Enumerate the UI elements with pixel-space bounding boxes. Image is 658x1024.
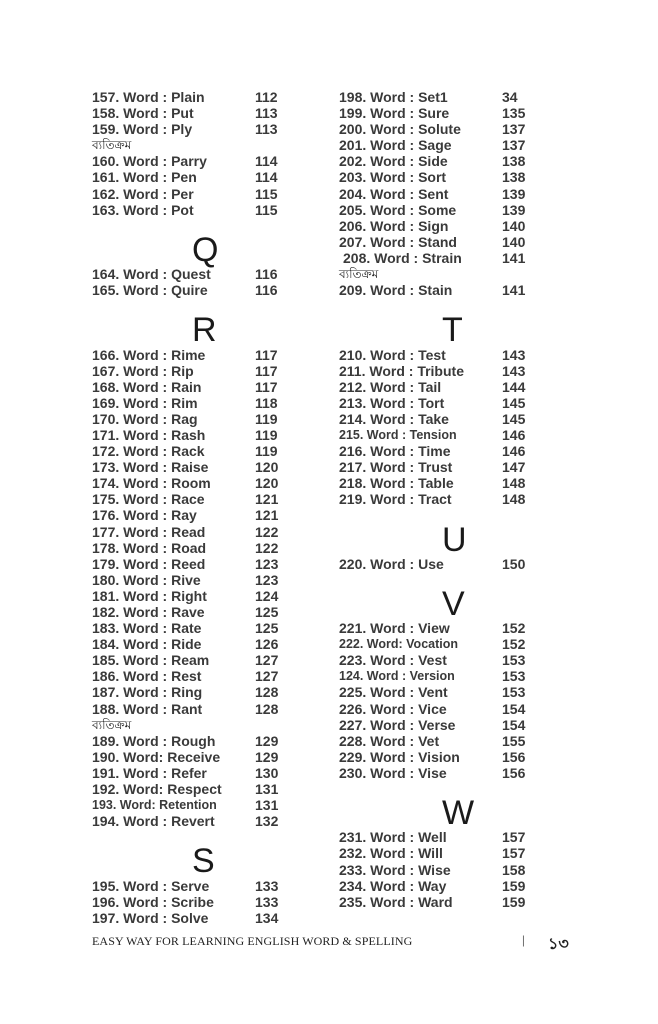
entry-word: 225. Word : Vent: [339, 684, 448, 701]
entry-page-number: 117: [255, 346, 278, 363]
entry-word: 172. Word : Rack: [92, 443, 205, 460]
entry-word: 170. Word : Rag: [92, 410, 198, 427]
entry-word: 194. Word : Revert: [92, 813, 215, 830]
entry-word: 204. Word : Sent: [339, 185, 449, 202]
exception-label-text: ব্যতিক্রম: [92, 717, 132, 732]
entry-page-number: 156: [502, 748, 526, 765]
entry-page-number: 147: [502, 459, 526, 476]
index-entry: [339, 862, 539, 878]
index-entry: [92, 379, 292, 395]
index-entry: [339, 411, 539, 427]
entry-page-number: 152: [502, 620, 526, 637]
section-letter-heading: [339, 584, 539, 623]
entry-page-number: 116: [255, 282, 278, 299]
entry-page-number: 113: [255, 121, 278, 138]
entry-page-number: 123: [255, 555, 279, 572]
entry-page-number: 125: [255, 620, 279, 637]
index-entry: [92, 427, 292, 443]
page-footer: [92, 932, 572, 953]
entry-word: 234. Word : Way: [339, 877, 447, 894]
footer-separator: |: [522, 932, 525, 947]
index-entry: [339, 459, 539, 475]
index-entry: [92, 363, 292, 379]
entry-page-number: 128: [255, 700, 279, 717]
entry-word: 185. Word : Ream: [92, 652, 210, 669]
index-entry: [339, 749, 539, 765]
entry-word: 164. Word : Quest: [92, 266, 211, 283]
entry-word: 227. Word : Verse: [339, 716, 456, 733]
entry-word: 213. Word : Tort: [339, 394, 445, 411]
index-entry: [339, 829, 539, 845]
section-letter: T: [442, 311, 463, 350]
entry-word: 196. Word : Scribe: [92, 893, 214, 910]
entry-page-number: 159: [502, 877, 526, 894]
entry-word: 200. Word : Solute: [339, 121, 461, 138]
entry-word: 160. Word : Parry: [92, 153, 207, 170]
index-entry: [92, 910, 292, 926]
entry-page-number: 123: [255, 571, 279, 588]
entry-page-number: 155: [502, 732, 526, 749]
entry-word: 171. Word : Rash: [92, 426, 206, 443]
entry-word: 233. Word : Wise: [339, 861, 451, 878]
entry-word: 201. Word : Sage: [339, 137, 452, 154]
entry-word: 124. Word : Version: [339, 669, 455, 684]
index-entry: [92, 701, 292, 717]
index-entry: [339, 620, 539, 636]
index-entry: [92, 186, 292, 202]
entry-word: 217. Word : Trust: [339, 459, 453, 476]
entry-word: 189. Word : Rough: [92, 732, 216, 749]
index-entry: [339, 363, 539, 379]
entry-word: 168. Word : Rain: [92, 378, 202, 395]
index-entry: [92, 781, 292, 797]
entry-page-number: 145: [502, 410, 526, 427]
index-entry: [339, 379, 539, 395]
entry-page-number: 130: [255, 764, 279, 781]
entry-word: 220. Word : Use: [339, 555, 444, 572]
entry-page-number: 150: [502, 555, 526, 572]
exception-label-text: ব্যতিক্রম: [92, 138, 132, 153]
section-letter-heading: [339, 794, 539, 833]
entry-word: 222. Word: Vocation: [339, 637, 459, 652]
section-letter: W: [442, 794, 475, 833]
entry-page-number: 157: [502, 845, 526, 862]
entry-word: 198. Word : Set1: [339, 89, 448, 105]
index-entry: [92, 507, 292, 523]
entry-page-number: 120: [255, 459, 279, 476]
entry-page-number: 114: [255, 169, 278, 186]
index-entry: [339, 668, 539, 684]
index-entry: [92, 572, 292, 588]
entry-word: 212. Word : Tail: [339, 378, 442, 395]
section-letter: R: [192, 311, 217, 350]
entry-page-number: 137: [502, 121, 526, 138]
entry-word: 235. Word : Ward: [339, 893, 453, 910]
entry-word: 173. Word : Raise: [92, 459, 209, 476]
index-entry: [339, 169, 539, 185]
index-entry: [92, 459, 292, 475]
footer-page-number: ১৩: [548, 936, 569, 953]
index-entry: [339, 475, 539, 491]
section-letter-heading: [92, 230, 292, 269]
entry-page-number: 141: [502, 249, 526, 266]
index-entry: [92, 813, 292, 829]
exception-label: [92, 137, 292, 153]
entry-word: 221. Word : View: [339, 620, 450, 637]
entry-word: 184. Word : Ride: [92, 636, 202, 653]
section-letter: Q: [192, 230, 219, 269]
entry-page-number: 127: [255, 668, 279, 685]
entry-page-number: 141: [502, 282, 526, 299]
index-entry: [339, 89, 539, 105]
entry-page-number: 134: [255, 909, 279, 926]
entry-page-number: 125: [255, 604, 279, 620]
entry-page-number: 133: [255, 877, 279, 894]
entry-page-number: 153: [502, 652, 526, 669]
entry-page-number: 140: [502, 217, 526, 234]
index-entry: [339, 443, 539, 459]
entry-page-number: 115: [255, 185, 278, 202]
index-entry: [339, 121, 539, 137]
index-entry: [92, 765, 292, 781]
index-entry: [92, 524, 292, 540]
entry-word: 215. Word : Tension: [339, 427, 457, 442]
entry-page-number: 137: [502, 137, 526, 154]
index-entry: [339, 894, 539, 910]
entry-page-number: 153: [502, 684, 526, 701]
entry-page-number: 131: [255, 781, 279, 798]
entry-word: 180. Word : Rive: [92, 571, 201, 588]
index-entry: [339, 234, 539, 250]
entry-word: 165. Word : Quire: [92, 282, 208, 299]
index-entry: [92, 395, 292, 411]
index-entry: [339, 153, 539, 169]
entry-page-number: 113: [255, 105, 278, 122]
entry-word: 176. Word : Ray: [92, 507, 197, 524]
entry-word: 191. Word : Refer: [92, 764, 207, 781]
entry-word: 188. Word : Rant: [92, 700, 203, 717]
index-entry: [92, 491, 292, 507]
entry-page-number: 119: [255, 443, 278, 460]
entry-page-number: 154: [502, 700, 526, 717]
entry-page-number: 152: [502, 636, 526, 653]
entry-word: 206. Word : Sign: [339, 217, 449, 234]
entry-page-number: 120: [255, 475, 279, 492]
index-entry: [339, 717, 539, 733]
entry-page-number: 131: [255, 797, 279, 814]
entry-page-number: 148: [502, 491, 526, 508]
entry-page-number: 153: [502, 668, 526, 685]
index-entry: [92, 556, 292, 572]
entry-word: 202. Word : Side: [339, 153, 448, 170]
entry-word: 177. Word : Read: [92, 523, 206, 540]
entry-word: 166. Word : Rime: [92, 346, 206, 363]
entry-word: 159. Word : Ply: [92, 121, 193, 138]
entry-word: 230. Word : Vise: [339, 764, 447, 781]
index-entry: [339, 765, 539, 781]
entry-word: 181. Word : Right: [92, 587, 207, 604]
entry-page-number: 119: [255, 426, 278, 443]
index-entry: [339, 491, 539, 507]
entry-page-number: 122: [255, 539, 279, 556]
entry-word: 182. Word : Rave: [92, 604, 205, 620]
entry-page-number: 146: [502, 426, 526, 443]
section-spacer: [339, 572, 539, 588]
index-entry: [339, 186, 539, 202]
entry-word: 203. Word : Sort: [339, 169, 447, 186]
entry-page-number: 159: [502, 893, 526, 910]
entry-page-number: 138: [502, 153, 526, 170]
entry-word: 207. Word : Stand: [339, 233, 457, 250]
index-entry: [339, 845, 539, 861]
entry-word: 216. Word : Time: [339, 443, 451, 460]
entry-word: 163. Word : Pot: [92, 201, 194, 218]
entry-word: 178. Word : Road: [92, 539, 207, 556]
entry-word: 219. Word : Tract: [339, 491, 452, 508]
index-entry: [339, 250, 539, 266]
entry-word: 199. Word : Sure: [339, 105, 450, 122]
entry-word: 161. Word : Pen: [92, 169, 197, 186]
entry-page-number: 127: [255, 652, 279, 669]
entry-word: 179. Word : Reed: [92, 555, 206, 572]
index-entry: [92, 636, 292, 652]
entry-page-number: 158: [502, 861, 526, 878]
section-spacer: [339, 298, 539, 314]
entry-page-number: 154: [502, 716, 526, 733]
index-entry: [92, 733, 292, 749]
exception-label-text: ব্যতিক্রম: [339, 267, 379, 282]
index-entry: [339, 202, 539, 218]
index-entry: [92, 475, 292, 491]
index-entry: [92, 266, 292, 282]
index-entry: [92, 540, 292, 556]
entry-page-number: 143: [502, 362, 526, 379]
index-entry: [339, 652, 539, 668]
entry-page-number: 116: [255, 266, 278, 283]
entry-page-number: 117: [255, 362, 278, 379]
section-letter: U: [442, 520, 467, 559]
index-entry: [339, 282, 539, 298]
index-entry: [339, 218, 539, 234]
index-entry: [92, 105, 292, 121]
index-entry: [92, 878, 292, 894]
entry-page-number: 138: [502, 169, 526, 186]
right-index-column: [339, 89, 539, 910]
entry-page-number: 121: [255, 491, 279, 508]
entry-word: 211. Word : Tribute: [339, 362, 464, 379]
entry-page-number: 112: [255, 89, 278, 105]
index-entry: [92, 684, 292, 700]
entry-word: 229. Word : Vision: [339, 748, 460, 765]
section-letter-heading: [92, 311, 292, 350]
entry-page-number: 121: [255, 507, 279, 524]
index-entry: [92, 202, 292, 218]
entry-word: 186. Word : Rest: [92, 668, 202, 685]
entry-word: 231. Word : Well: [339, 829, 447, 846]
exception-label: [92, 717, 292, 733]
entry-page-number: 132: [255, 813, 279, 830]
index-entry: [92, 604, 292, 620]
left-index-column: [92, 89, 292, 926]
entry-word: 175. Word : Race: [92, 491, 205, 508]
entry-page-number: 117: [255, 378, 278, 395]
entry-word: 214. Word : Take: [339, 410, 449, 427]
index-entry: [92, 668, 292, 684]
entry-page-number: 139: [502, 185, 526, 202]
entry-page-number: 129: [255, 748, 279, 765]
index-entry: [92, 652, 292, 668]
entry-word: 190. Word: Receive: [92, 748, 221, 765]
index-entry: [92, 749, 292, 765]
index-entry: [92, 169, 292, 185]
index-entry: [339, 878, 539, 894]
index-entry: [92, 347, 292, 363]
entry-word: 197. Word : Solve: [92, 909, 209, 926]
index-entry: [339, 636, 539, 652]
index-entry: [339, 137, 539, 153]
section-letter-heading: [92, 842, 292, 881]
entry-word: 205. Word : Some: [339, 201, 457, 218]
entry-page-number: 156: [502, 764, 526, 781]
index-entry: [92, 153, 292, 169]
entry-word: 228. Word : Vet: [339, 732, 440, 749]
entry-page-number: 143: [502, 346, 526, 363]
index-entry: [339, 427, 539, 443]
index-entry: [92, 443, 292, 459]
index-entry: [92, 121, 292, 137]
entry-word: 195. Word : Serve: [92, 877, 210, 894]
entry-page-number: 139: [502, 201, 526, 218]
entry-page-number: 128: [255, 684, 279, 701]
index-entry: [339, 395, 539, 411]
index-entry: [92, 282, 292, 298]
index-entry: [339, 701, 539, 717]
section-spacer: [339, 781, 539, 797]
entry-page-number: 133: [255, 893, 279, 910]
entry-page-number: 114: [255, 153, 278, 170]
section-spacer: [339, 507, 539, 523]
entry-page-number: 144: [502, 378, 526, 395]
index-entry: [92, 620, 292, 636]
entry-page-number: 34: [502, 89, 518, 105]
entry-page-number: 118: [255, 394, 278, 411]
index-entry: [92, 411, 292, 427]
entry-word: 167. Word : Rip: [92, 362, 194, 379]
index-entry: [92, 89, 292, 105]
exception-label: [339, 266, 539, 282]
index-entry: [92, 797, 292, 813]
entry-word: 210. Word : Test: [339, 346, 446, 363]
entry-word: 187. Word : Ring: [92, 684, 203, 701]
section-letter: V: [442, 584, 465, 623]
index-entry: [92, 894, 292, 910]
entry-page-number: 122: [255, 523, 279, 540]
index-entry: [92, 588, 292, 604]
entry-page-number: 119: [255, 410, 278, 427]
entry-page-number: 145: [502, 394, 526, 411]
entry-page-number: 135: [502, 105, 526, 122]
index-entry: [339, 733, 539, 749]
entry-page-number: 140: [502, 233, 526, 250]
index-entry: [339, 105, 539, 121]
entry-page-number: 129: [255, 732, 279, 749]
index-entry: [339, 684, 539, 700]
footer-book-title: EASY WAY FOR LEARNING ENGLISH WORD & SPELLING: [92, 934, 413, 948]
section-letter-heading: [339, 311, 539, 350]
entry-page-number: 126: [255, 636, 279, 653]
section-letter: S: [192, 842, 215, 881]
entry-word: 169. Word : Rim: [92, 394, 198, 411]
entry-page-number: 115: [255, 201, 278, 218]
entry-word: 223. Word : Vest: [339, 652, 447, 669]
entry-word: 158. Word : Put: [92, 105, 194, 122]
index-entry: [339, 347, 539, 363]
entry-page-number: 146: [502, 443, 526, 460]
entry-page-number: 157: [502, 829, 526, 846]
entry-word: 226. Word : Vice: [339, 700, 447, 717]
entry-word: 209. Word : Stain: [339, 282, 453, 299]
entry-page-number: 148: [502, 475, 526, 492]
entry-word: 232. Word : Will: [339, 845, 443, 862]
index-entry: [339, 556, 539, 572]
entry-word: 174. Word : Room: [92, 475, 211, 492]
entry-word: 157. Word : Plain: [92, 89, 205, 105]
entry-word: 208. Word : Strain: [343, 249, 462, 266]
entry-word: 183. Word : Rate: [92, 620, 202, 637]
entry-word: 218. Word : Table: [339, 475, 454, 492]
section-letter-heading: [339, 520, 539, 559]
entry-page-number: 124: [255, 587, 279, 604]
entry-word: 192. Word: Respect: [92, 781, 222, 798]
entry-word: 193. Word: Retention: [92, 798, 217, 813]
entry-word: 162. Word : Per: [92, 185, 194, 202]
